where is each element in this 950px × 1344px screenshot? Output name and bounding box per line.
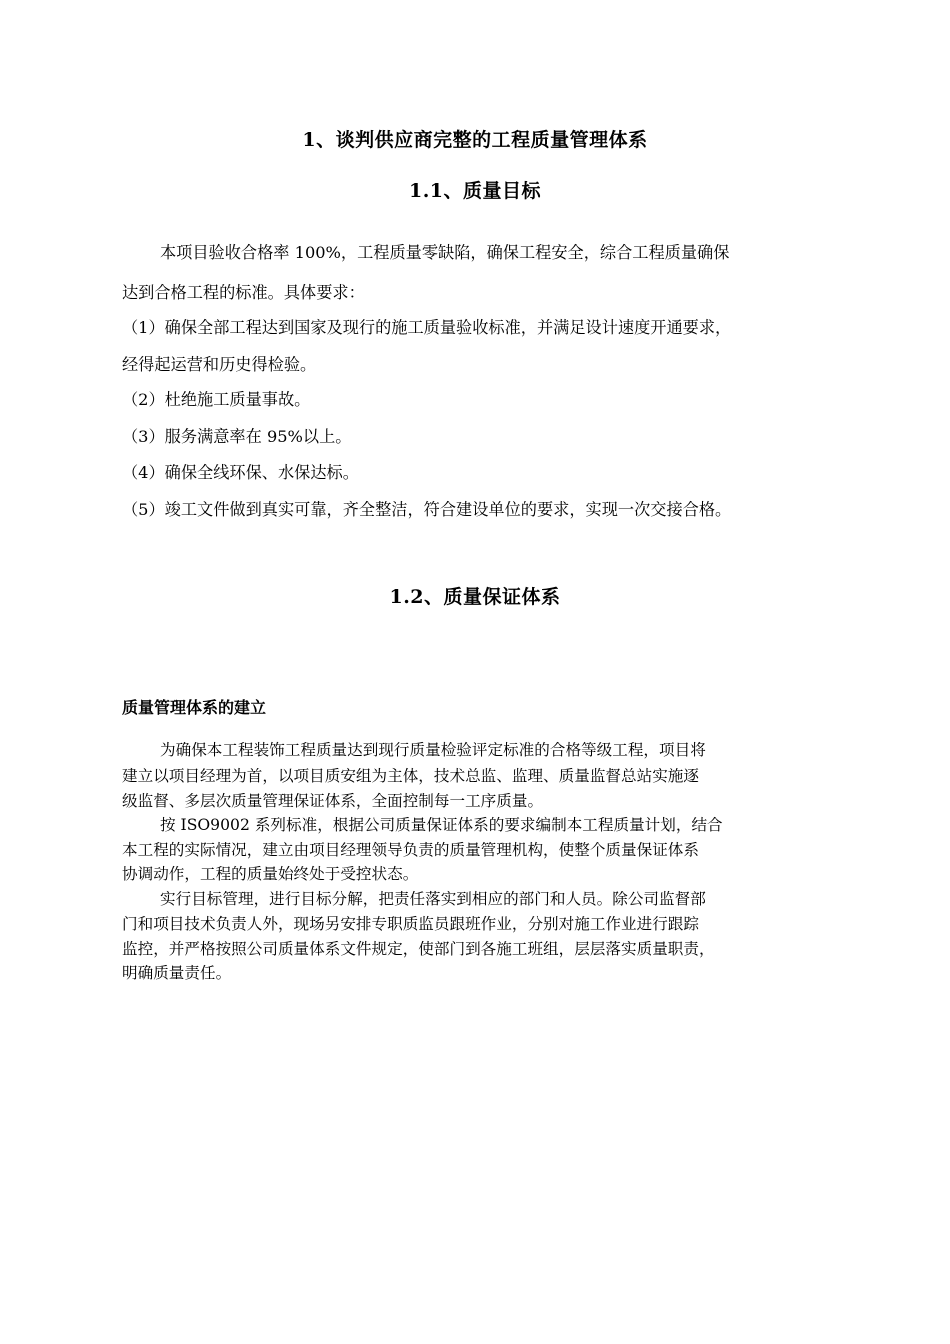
goal-item-1-line-1: （1）确保全部工程达到国家及现行的施工质量验收标准，并满足设计速度开通要求， (122, 318, 732, 337)
goal-item-3: （3）服务满意率在 95%以上。 (122, 427, 352, 446)
document-title: 1、谈判供应商完整的工程质量管理体系 (302, 129, 648, 151)
para-1-line-3: 级监督、多层次质量管理保证体系，全面控制每一工序质量。 (122, 792, 544, 810)
quality-system-subheading: 质量管理体系的建立 (122, 698, 267, 717)
para-3-line-4: 明确质量责任。 (122, 964, 232, 982)
para-1-line-2: 建立以项目经理为首，以项目质安组为主体，技术总监、监理、质量监督总站实施逐 (122, 767, 699, 785)
para-2-line-2: 本工程的实际情况，建立由项目经理领导负责的质量管理机构，使整个质量保证体系 (122, 841, 699, 859)
para-3-line-2: 门和项目技术负责人外，现场另安排专职质监员跟班作业，分别对施工作业进行跟踪 (122, 915, 699, 933)
goals-intro-line-1: 本项目验收合格率 100%，工程质量零缺陷，确保工程安全，综合工程质量确保 (160, 243, 730, 262)
goals-intro-line-2: 达到合格工程的标准。具体要求： (122, 283, 365, 302)
para-1-line-1: 为确保本工程装饰工程质量达到现行质量检验评定标准的合格等级工程，项目将 (160, 741, 706, 759)
para-3-line-1: 实行目标管理，进行目标分解，把责任落实到相应的部门和人员。除公司监督部 (160, 890, 706, 908)
para-2-line-1: 按 ISO9002 系列标准，根据公司质量保证体系的要求编制本工程质量计划，结合 (160, 816, 723, 834)
goal-item-2: （2）杜绝施工质量事故。 (122, 390, 311, 409)
section-1-2-title: 1.2、质量保证体系 (389, 586, 561, 608)
para-3-line-3: 监控，并严格按照公司质量体系文件规定，使部门到各施工班组，层层落实质量职责， (122, 940, 715, 958)
para-2-line-3: 协调动作，工程的质量始终处于受控状态。 (122, 865, 419, 883)
goal-item-1-line-2: 经得起运营和历史得检验。 (122, 355, 317, 374)
goal-item-4: （4）确保全线环保、水保达标。 (122, 463, 359, 482)
section-1-1-title: 1.1、质量目标 (408, 180, 542, 202)
goal-item-5: （5）竣工文件做到真实可靠，齐全整洁，符合建设单位的要求，实现一次交接合格。 (122, 500, 732, 519)
